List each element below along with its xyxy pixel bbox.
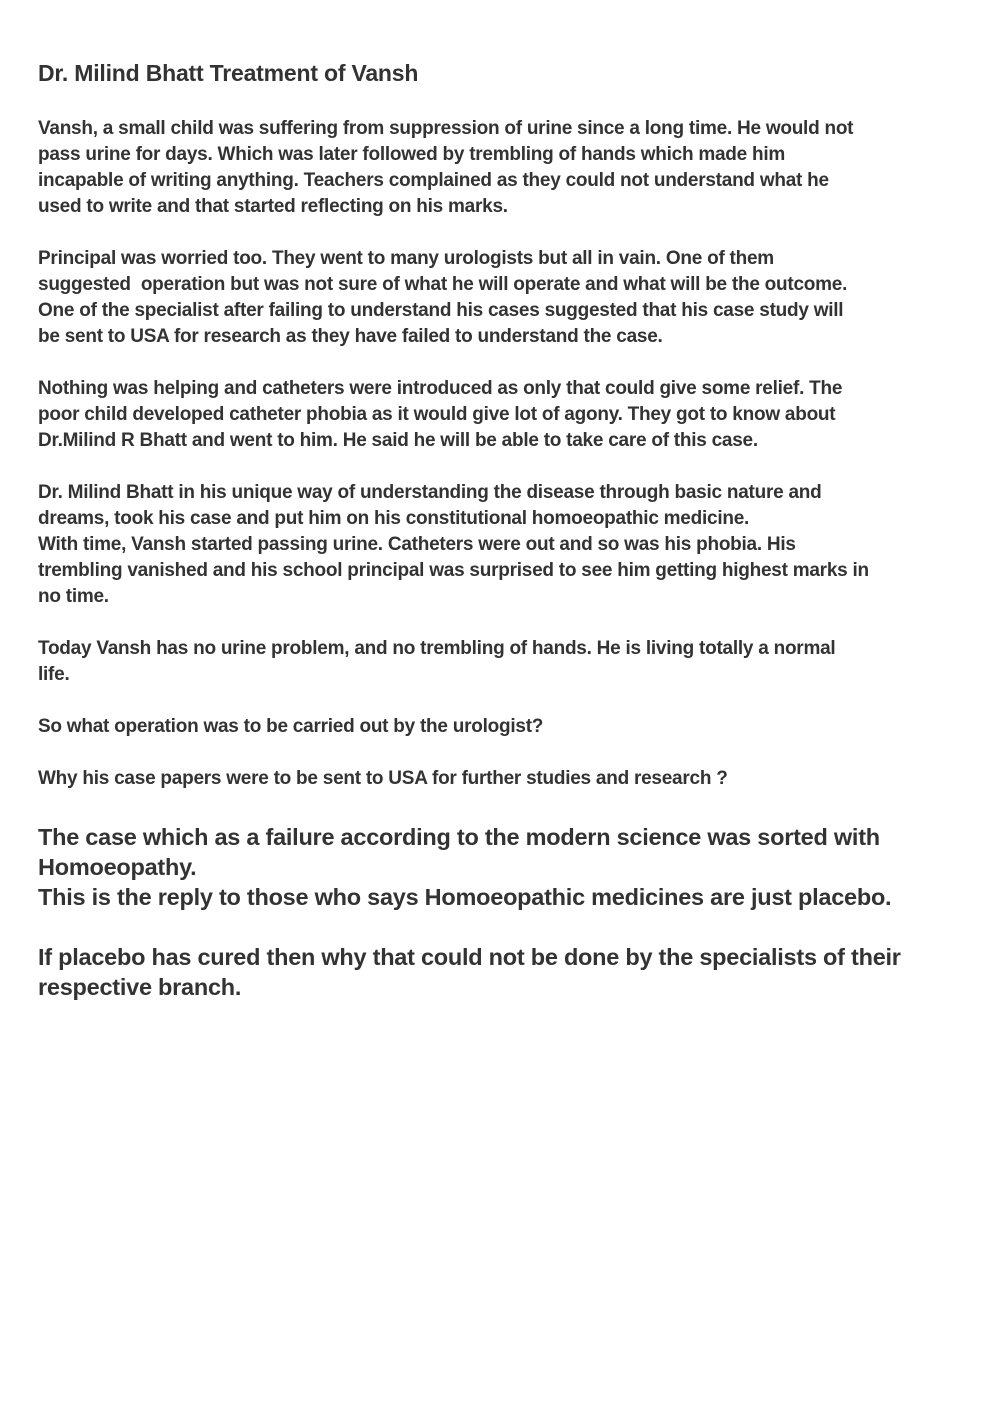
text-line: This is the reply to those who says Homoeopathic medicines are just placebo. xyxy=(38,884,892,910)
text-line: So what operation was to be carried out by the urologist? xyxy=(38,716,544,737)
text-line: The case which as a failure according to the modern science was sorted with xyxy=(38,824,880,850)
text-line: Homoeopathy. xyxy=(38,854,197,880)
text-line: Nothing was helping and catheters were introduced as only that could give some relief. The xyxy=(38,378,843,399)
text-line: dreams, took his case and put him on his constitutional homoeopathic medicine. xyxy=(38,508,750,529)
text-line: life. xyxy=(38,664,70,685)
conclusion-block-1 xyxy=(38,822,954,912)
text-line: Vansh, a small child was suffering from suppression of urine since a long time. He would not xyxy=(38,118,854,139)
text-line: Dr.Milind R Bhatt and went to him. He said he will be able to take care of this case. xyxy=(38,430,758,451)
document-title: Dr. Milind Bhatt Treatment of Vansh xyxy=(38,60,419,86)
paragraph-1 xyxy=(38,116,954,220)
paragraph-4 xyxy=(38,480,954,610)
text-line: With time, Vansh started passing urine. Catheters were out and so was his phobia. His xyxy=(38,534,796,555)
text-line: no time. xyxy=(38,586,109,607)
text-line: Why his case papers were to be sent to USA for further studies and research ? xyxy=(38,768,728,789)
question-1 xyxy=(38,714,954,740)
text-line: trembling vanished and his school principal was surprised to see him getting highest marks in xyxy=(38,560,869,581)
text-line: One of the specialist after failing to understand his cases suggested that his case study will xyxy=(38,300,844,321)
text-line: pass urine for days. Which was later followed by trembling of hands which made him xyxy=(38,144,786,165)
text-line: be sent to USA for research as they have failed to understand the case. xyxy=(38,326,663,347)
conclusion-block-2 xyxy=(38,942,954,1002)
text-line: used to write and that started reflecting on his marks. xyxy=(38,196,508,217)
text-line: Dr. Milind Bhatt in his unique way of understanding the disease through basic nature and xyxy=(38,482,822,503)
text-line: Today Vansh has no urine problem, and no trembling of hands. He is living totally a normal xyxy=(38,638,836,659)
text-line: incapable of writing anything. Teachers complained as they could not understand what he xyxy=(38,170,829,191)
text-line: poor child developed catheter phobia as it would give lot of agony. They got to know about xyxy=(38,404,836,425)
paragraph-3 xyxy=(38,376,954,454)
question-2 xyxy=(38,766,954,792)
text-line: respective branch. xyxy=(38,974,242,1000)
text-line: Principal was worried too. They went to many urologists but all in vain. One of them xyxy=(38,248,774,269)
text-line: suggested operation but was not sure of what he will operate and what will be the outcome. xyxy=(38,274,848,295)
text-line: If placebo has cured then why that could not be done by the specialists of their xyxy=(38,944,901,970)
paragraph-5 xyxy=(38,636,954,688)
paragraph-2 xyxy=(38,246,954,350)
